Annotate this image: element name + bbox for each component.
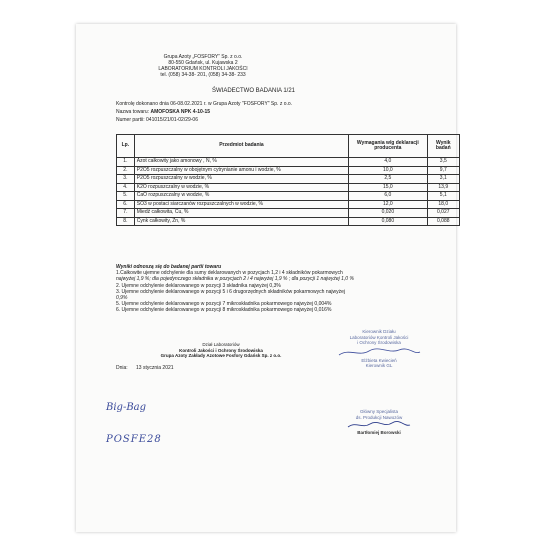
row-lp: 7. xyxy=(117,209,135,218)
row-required: 0,020 xyxy=(349,209,427,218)
conclusion-line: 2. Ujemne odchylenie deklarowanego w pozycji 3 składnika najwyżej 0,3% xyxy=(116,282,281,289)
specialist-stamp xyxy=(324,409,434,436)
row-result: 13,9 xyxy=(427,183,459,192)
product-label: Nazwa towaru: xyxy=(116,109,150,115)
row-result: 0,027 xyxy=(427,209,459,218)
conclusions xyxy=(116,264,456,314)
row-required: 12,0 xyxy=(349,200,427,209)
stamp-line: Kierownik Działu xyxy=(362,329,396,334)
stamp-line: Grupa Azoty Zakłady Azotowe Fosfory Gdańsk Sp. z o.o. xyxy=(160,353,282,358)
stamp-line: Dział Laboratoriów xyxy=(202,342,240,347)
header-lp: Lp. xyxy=(117,135,135,158)
row-subject: K2O rozpuszczalny w wodzie, % xyxy=(134,183,348,192)
row-lp: 3. xyxy=(117,175,135,184)
conclusion-line: 5. Ujemne odchylenie deklarowanego w pozycji 7 mikroskładnika pokarmowego najwyżej 0,004% xyxy=(116,301,332,308)
manager-signature-icon xyxy=(334,346,424,358)
date-value: 13 stycznia 2021 xyxy=(136,365,174,371)
lab-address: 80-550 Gdańsk, ul. Kujawska 2 xyxy=(168,60,238,66)
row-lp: 5. xyxy=(117,192,135,201)
issue-date xyxy=(116,366,174,371)
row-lp: 6. xyxy=(117,200,135,209)
specialist-signature-icon xyxy=(344,420,414,430)
row-result: 18,0 xyxy=(427,200,459,209)
table-row xyxy=(117,217,460,226)
stamp-line: Kierownik GL xyxy=(365,363,393,368)
header-required: Wymagania w/g deklaracji producenta xyxy=(349,135,427,158)
conclusion-line: 1.Całkowite ujemne odchylenie dla sumy deklarowanych w pozycjach 1,2 i 4 składników pokarmowych xyxy=(116,270,343,277)
handwritten-note-code: POSFE28 xyxy=(106,434,162,445)
row-required: 2,5 xyxy=(349,175,427,184)
row-lp: 4. xyxy=(117,183,135,192)
certificate-page xyxy=(76,24,456,532)
row-result: 3,5 xyxy=(427,158,459,167)
table-row xyxy=(117,209,460,218)
header-subject: Przedmiot badania xyxy=(134,135,348,158)
stamp-line: Bartłomiej Borowski xyxy=(357,430,401,435)
table-row xyxy=(117,192,460,201)
stamp-line: Laboratoriów Kontroli Jakości xyxy=(349,334,409,340)
lab-stamp xyxy=(156,342,286,359)
manager-stamp xyxy=(324,329,434,369)
conclusion-line: 3. Ujemne odchylenie deklarowanego w pozycji 5 i 6 drugorzędnych składników pokarmowych najwyżej xyxy=(116,288,346,295)
row-required: 6,0 xyxy=(349,192,427,201)
header-result: Wynik badań xyxy=(427,135,459,158)
row-lp: 1. xyxy=(117,158,135,167)
table-header-row xyxy=(117,135,460,158)
row-result: 9,7 xyxy=(427,166,459,175)
table-row xyxy=(117,166,460,175)
results-table xyxy=(116,134,460,226)
lab-header xyxy=(118,54,288,78)
row-subject: P2O5 rozpuszczalny w obojętnym cytrynianie amonu i wodzie, % xyxy=(134,166,348,175)
lab-department: LABORATORIUM KONTROLI JAKOŚCI xyxy=(158,66,248,72)
row-subject: Azot całkowity jako amonowy , N, % xyxy=(134,158,348,167)
row-required: 10,0 xyxy=(349,166,427,175)
stamp-line: i Ochrony Środowiska xyxy=(357,340,401,345)
batch-number: Numer partii: 041015/21/01-02/29-06 xyxy=(116,117,198,123)
conclusion-line: 0,9% xyxy=(116,295,128,302)
table-row xyxy=(117,175,460,184)
row-lp: 8. xyxy=(117,217,135,226)
conclusions-heading: Wyniki odnoszą się do badanej partii towaru xyxy=(116,264,222,270)
row-result: 0,088 xyxy=(427,217,459,226)
row-required: 0,080 xyxy=(349,217,427,226)
conclusion-line: najwyżej 1,9 %; dla pojedynczego składnika w pozycjach 2 i 4 najwyżej 1,9 % ; dla pozycji 1 najwyżej 1,0 % xyxy=(116,276,354,283)
row-result: 5,1 xyxy=(427,192,459,201)
row-result: 3,1 xyxy=(427,175,459,184)
stamp-line: Elżbieta Kwiecień xyxy=(361,357,397,363)
conclusion-line: 6. Ujemne odchylenie deklarowanego w pozycji 8 mikroskładnika pokarmowego najwyżej 0,016% xyxy=(116,307,332,314)
lab-phone: tel. (058) 34-38- 201, (058) 34-38- 233 xyxy=(160,72,246,78)
lab-name: Grupa Azoty „FOSFORY” Sp. z o.o. xyxy=(163,54,243,60)
stamp-line: Główny Specjalista xyxy=(359,409,399,414)
control-info: Kontrolę dokonano dnia 06-08.02.2021 r. w Grupa Azoty "FOSFORY" Sp. z o.o. xyxy=(116,101,293,107)
stamp-line: ds. Produkcji Nawozów xyxy=(355,414,403,420)
date-label: Dnia: xyxy=(116,365,128,371)
row-required: 15,0 xyxy=(349,183,427,192)
table-row xyxy=(117,200,460,209)
row-required: 4,0 xyxy=(349,158,427,167)
row-lp: 2. xyxy=(117,166,135,175)
table-row xyxy=(117,158,460,167)
table-row xyxy=(117,183,460,192)
product-name: AMOFOSKA NPK 4-10-15 xyxy=(150,109,211,115)
row-subject: Cynk całkowity, Zn, % xyxy=(134,217,348,226)
product-line xyxy=(116,110,210,115)
document-title: ŚWIADECTWO BADANIA 1/21 xyxy=(212,88,296,94)
handwritten-note-bag: Big-Bag xyxy=(106,402,147,413)
stamp-line: Kontroli Jakości i Ochrony Środowiska xyxy=(179,347,263,353)
row-subject: SO3 w postaci siarczanów rozpuszczalnych w wodzie, % xyxy=(134,200,348,209)
row-subject: P2O5 rozpuszczalny w wodzie, % xyxy=(134,175,348,184)
row-subject: CaO rozpuszczalny w wodzie, % xyxy=(134,192,348,201)
row-subject: Miedź całkowita, Cu, % xyxy=(134,209,348,218)
